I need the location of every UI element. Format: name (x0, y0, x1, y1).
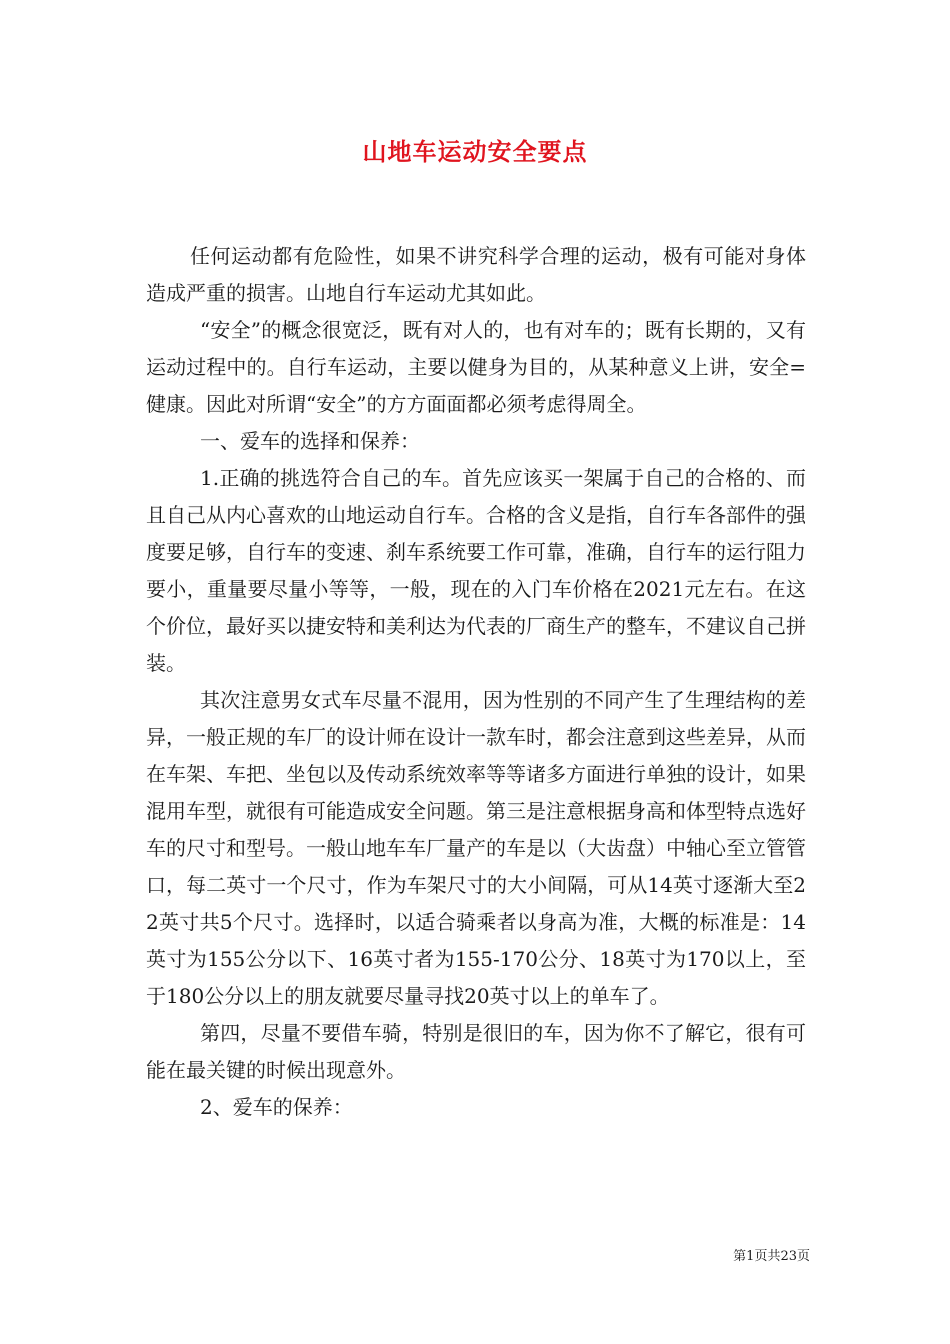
paragraph-choose-bike: 1.正确的挑选符合自己的车。首先应该买一架属于自己的合格的、而且自己从内心喜欢的山地运动自行车。合格的含义是指，自行车各部件的强度要足够，自行车的变速、刹车系统要工作可靠，准确，自行车的运行阻力要小，重量要尽量小等等，一般，现在的入门车价格在2021元左右。在这个价位，最好买以捷安特和美利达为代表的厂商生产的整车，不建议自己拼装。 (146, 466, 806, 675)
paragraph-safety-concept: “安全”的概念很宽泛，既有对人的，也有对车的；既有长期的，又有运动过程中的。自行车运动，主要以健身为目的，从某种意义上讲，安全=健康。因此对所谓“安全”的方方面面都必须考虑得周全。 (146, 318, 806, 416)
section-heading-maintenance: 2、爱车的保养： (200, 1095, 353, 1119)
document-title: 山地车运动安全要点 (362, 137, 588, 166)
section-heading-bike-selection: 一、爱车的选择和保养： (200, 429, 420, 453)
document-body (146, 238, 806, 1126)
paragraph-gender-size: 其次注意男女式车尽量不混用，因为性别的不同产生了生理结构的差异，一般正规的车厂的设计师在设计一款车时，都会注意到这些差异，从而在车架、车把、坐包以及传动系统效率等等诸多方面进行单独的设计，如果混用车型，就很有可能造成安全问题。第三是注意根据身高和体型特点选好车的尺寸和型号。一般山地车车厂量产的车是以（大齿盘）中轴心至立管管口，每二英寸一个尺寸，作为车架尺寸的大小间隔，可从14英寸逐渐大至22英寸共5个尺寸。选择时，以适合骑乘者以身高为准，大概的标准是：14英寸为155公分以下、16英寸者为155-170公分、18英寸为170以上，至于180公分以上的朋友就要尽量寻找20英寸以上的单车了。 (146, 688, 806, 1008)
page-number-footer: 第1页共23页 (733, 1249, 810, 1264)
paragraph-intro: 任何运动都有危险性，如果不讲究科学合理的运动，极有可能对身体造成严重的损害。山地自行车运动尤其如此。 (146, 244, 806, 305)
paragraph-borrowing: 第四，尽量不要借车骑，特别是很旧的车，因为你不了解它，很有可能在最关键的时候出现意外。 (146, 1021, 806, 1082)
